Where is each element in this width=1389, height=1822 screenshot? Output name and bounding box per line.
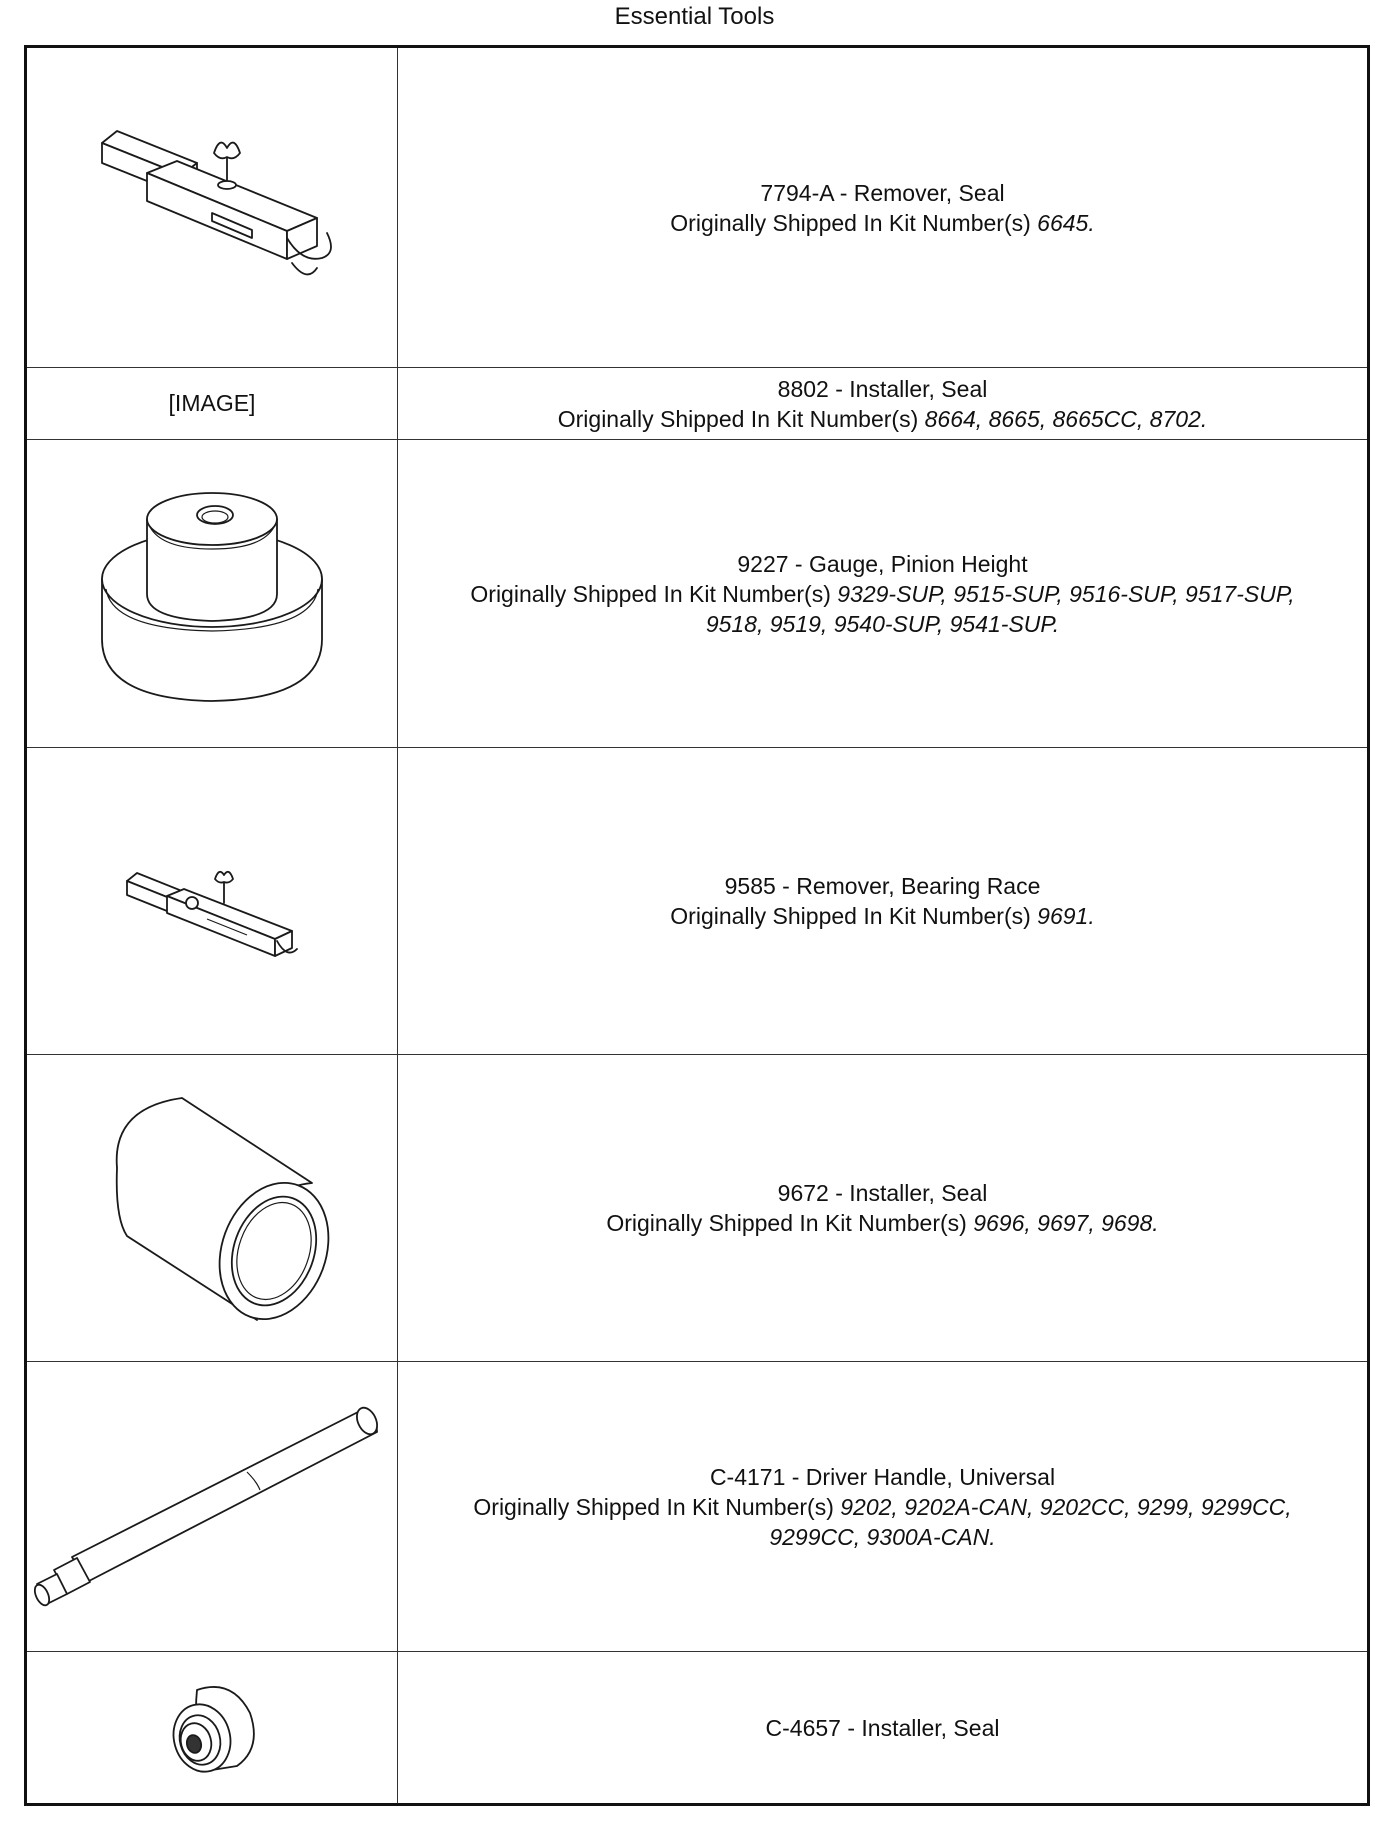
tool-image-cell bbox=[27, 440, 398, 747]
tool-row bbox=[27, 1362, 1367, 1652]
tool-description-cell bbox=[398, 748, 1367, 1054]
tool-row bbox=[27, 368, 1367, 440]
tool-number-name: C-4171 - Driver Handle, Universal bbox=[709, 1463, 1056, 1490]
kit-prefix: Originally Shipped In Kit Number(s) bbox=[606, 1210, 974, 1236]
bearing-race-remover-icon bbox=[112, 841, 312, 961]
kit-prefix: Originally Shipped In Kit Number(s) bbox=[473, 1493, 841, 1520]
kit-prefix: Originally Shipped In Kit Number(s) bbox=[470, 580, 838, 607]
tool-number-name: C-4657 - Installer, Seal bbox=[765, 1714, 1000, 1741]
kit-numbers: 8664, 8665, 8665CC, 8702. bbox=[924, 405, 1208, 432]
tool-image-cell bbox=[27, 48, 398, 367]
kit-numbers: 9202, 9202A-CAN, 9202CC, 9299, 9299CC, bbox=[840, 1493, 1292, 1520]
tool-image-cell bbox=[27, 748, 398, 1054]
tool-row bbox=[27, 48, 1367, 368]
tool-kits-line bbox=[606, 1208, 1158, 1238]
tool-image-cell bbox=[27, 368, 398, 439]
kit-prefix: Originally Shipped In Kit Number(s) bbox=[670, 209, 1038, 236]
tool-number-name: 8802 - Installer, Seal bbox=[777, 375, 988, 402]
tool-kits-line bbox=[473, 1492, 1291, 1522]
tool-description-cell bbox=[398, 368, 1367, 439]
tool-kits-line-2: 9518, 9519, 9540-SUP, 9541-SUP. bbox=[705, 610, 1060, 637]
tool-kits-line-2: 9299CC, 9300A-CAN. bbox=[769, 1523, 996, 1550]
driver-handle-icon bbox=[32, 1392, 392, 1622]
kit-prefix: Originally Shipped In Kit Number(s) bbox=[557, 405, 925, 432]
tool-image-cell bbox=[27, 1362, 398, 1651]
kit-numbers: 9691. bbox=[1037, 903, 1095, 929]
kit-numbers: 9329-SUP, 9515-SUP, 9516-SUP, 9517-SUP, bbox=[837, 580, 1295, 607]
tool-image-cell bbox=[27, 1055, 398, 1361]
essential-tools-table bbox=[24, 45, 1370, 1806]
tool-number-name: 9227 - Gauge, Pinion Height bbox=[737, 550, 1028, 577]
tool-row bbox=[27, 1055, 1367, 1362]
small-seal-installer-icon bbox=[162, 1678, 262, 1778]
kit-prefix: Originally Shipped In Kit Number(s) bbox=[670, 903, 1038, 929]
tool-number-name: 7794-A - Remover, Seal bbox=[760, 179, 1005, 206]
kit-numbers: 6645. bbox=[1037, 209, 1095, 236]
image-placeholder-text: [IMAGE] bbox=[168, 390, 256, 416]
tool-kits-line bbox=[670, 901, 1094, 931]
tool-description-cell bbox=[398, 1055, 1367, 1361]
tool-description-cell bbox=[398, 48, 1367, 367]
document-title: Essential Tools bbox=[614, 3, 775, 30]
tool-kits-line bbox=[670, 208, 1094, 238]
tool-row bbox=[27, 1652, 1367, 1803]
seal-installer-cylinder-icon bbox=[87, 1088, 337, 1328]
tool-row bbox=[27, 748, 1367, 1055]
tool-description-cell bbox=[398, 1652, 1367, 1803]
tool-number-name: 9585 - Remover, Bearing Race bbox=[724, 873, 1041, 899]
tool-kits-line bbox=[470, 579, 1294, 609]
seal-remover-icon bbox=[82, 113, 342, 303]
tool-description-cell bbox=[398, 440, 1367, 747]
tool-kits-line bbox=[558, 404, 1208, 434]
pinion-gauge-icon bbox=[92, 479, 332, 709]
tool-image-cell bbox=[27, 1652, 398, 1803]
tool-number-name: 9672 - Installer, Seal bbox=[777, 1180, 988, 1206]
kit-numbers: 9696, 9697, 9698. bbox=[973, 1210, 1159, 1236]
tool-description-cell bbox=[398, 1362, 1367, 1651]
tool-row bbox=[27, 440, 1367, 748]
